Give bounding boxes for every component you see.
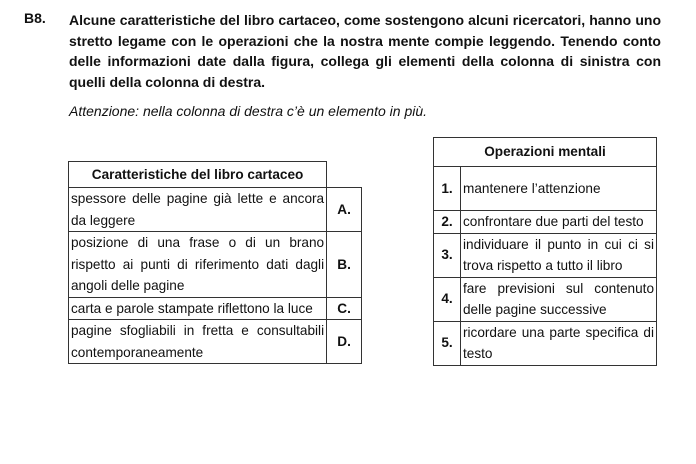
characteristic-text: spessore delle pagine già lette e ancora da leggere [69,188,327,232]
characteristic-text: posizione di una frase o di un brano rispetto ai punti di riferimento dati dagli angoli delle pagine [69,232,327,298]
characteristic-text: pagine sfogliabili in fretta e consultabili contemporaneamente [69,320,327,364]
table-row [69,188,362,232]
characteristic-letter: C. [327,297,362,320]
characteristic-letter: D. [327,320,362,364]
characteristics-header-blank [327,162,362,188]
operation-text: mantenere l’attenzione [461,167,657,211]
table-row [69,320,362,364]
characteristics-table [68,161,362,364]
operation-text: confrontare due parti del testo [461,211,657,234]
table-row [434,321,657,365]
table-row [69,232,362,298]
mental-operations-header: Operazioni mentali [434,138,657,167]
operation-number: 2. [434,211,461,234]
operation-number: 4. [434,277,461,321]
characteristic-letter: B. [327,232,362,298]
characteristics-header: Caratteristiche del libro cartaceo [69,162,327,188]
operation-text: ricordare una parte specifica di testo [461,321,657,365]
operation-number: 1. [434,167,461,211]
operation-number: 3. [434,233,461,277]
characteristic-text: carta e parole stampate riflettono la luce [69,297,327,320]
operation-text: individuare il punto in cui ci si trova rispetto a tutto il libro [461,233,657,277]
operation-text: fare previsioni sul contenuto delle pagine successive [461,277,657,321]
question-text: Alcune caratteristiche del libro cartaceo, come sostengono alcuni ricercatori, hanno uno stretto legame con le operazioni che la nostra mente compie leggendo. Tenendo conto delle informazioni date dalla figura, collega gli elementi della colonna di sinistra con quelli della colonna di destra. [69,12,661,90]
table-row [434,167,657,211]
operation-number: 5. [434,321,461,365]
question-number: B8. [24,10,46,26]
table-row [434,233,657,277]
table-row [434,277,657,321]
characteristic-letter: A. [327,188,362,232]
table-row [434,211,657,234]
table-row [69,297,362,320]
question-note: Attenzione: nella colonna di destra c’è un elemento in più. [69,103,428,119]
mental-operations-table [433,137,657,366]
